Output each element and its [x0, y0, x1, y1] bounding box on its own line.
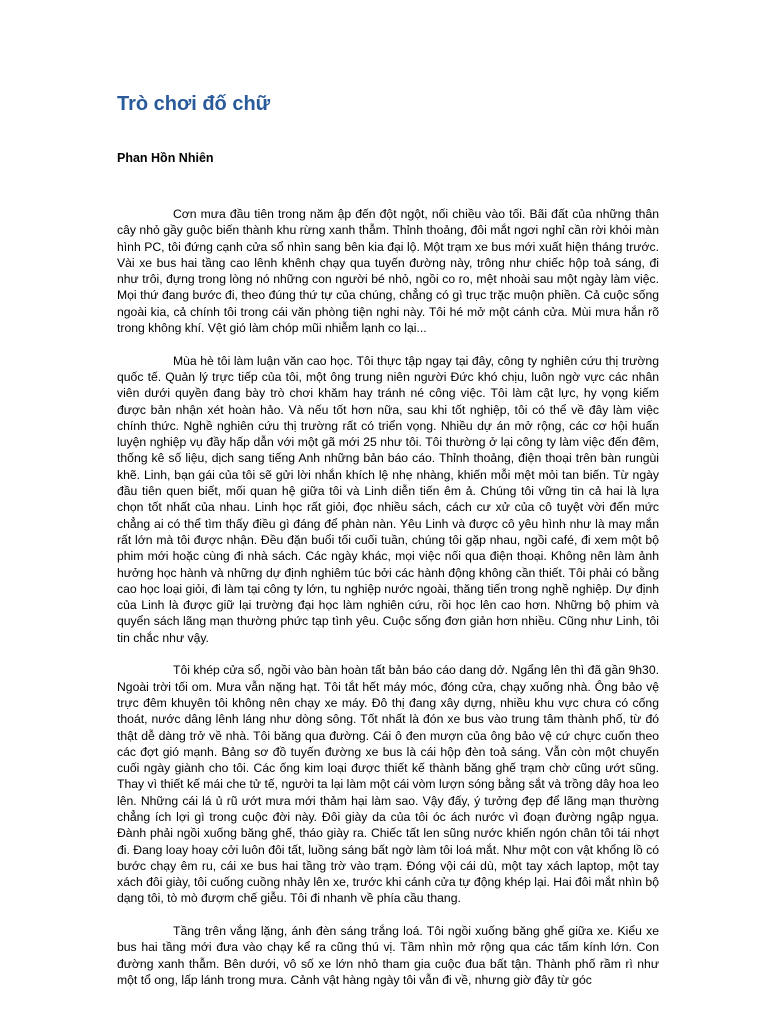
paragraph: Mùa hè tôi làm luận văn cao học. Tôi thực tập ngay tại đây, công ty nghiên cứu thị trường quốc tế. Quản lý trực tiếp của tôi, một ông trung niên người Đức khó chịu, luôn ngờ vực các nhân viên dưới quyền đang bày trò chơi khăm hay tránh né công việc. Tôi làm cật lực, hy vọng kiếm được bản nhận xét hoàn hảo. Và nếu tốt hơn nữa, sau khi tốt nghiệp, tôi có thể về đây làm việc chính thức. Nghề nghiên cứu thị trường rất có triển vọng. Nhiều dự án mở rộng, các cơ hội huấn luyện nghiệp vụ đầy hấp dẫn với một gã mới 25 như tôi. Tôi thường ở lại công ty làm việc đến đêm, thống kê số liệu, dịch sang tiếng Anh những bản báo cáo. Thỉnh thoảng, điện thoại trên bàn rungùi khẽ. Linh, bạn gái của tôi sẽ gửi lời nhắn khích lệ nhẹ nhàng, khiến mỗi mệt mỏi tan biến. Từ ngày đầu tiên quen biết, mối quan hệ giữa tôi và Linh diễn tiến êm ả. Chúng tôi vững tin cả hai là lựa chọn tốt nhất của nhau. Linh học rất giỏi, đọc nhiều sách, cách cư xử của cô tuyệt vời đến mức chẳng ai có thể tìm thấy điều gì đáng để phàn nàn. Yêu Linh và được cô yêu hình như là may mắn rất lớn mà tôi được nhận. Đều đặn buổi tối cuối tuần, chúng tôi gặp nhau, ngồi café, đi xem một bộ phim mới hoặc cùng đi nhà sách. Các ngày khác, mọi việc nối qua điện thoại. Không nên làm ảnh hưởng học hành và những dự định nghiêm túc bởi các hành động không cần thiết. Tôi phải có bằng cao học loại giỏi, đi làm tại công ty lớn, tu nghiệp nước ngoài, thăng tiến trong nghề nghiệp. Dự định của Linh là được giữ lại trường đại học làm nghiên cứu, rồi học lên cao hơn. Những bộ phim và quyển sách lãng mạn thường phức tạp tình yêu. Cuộc sống đơn giản hơn nhiều. Cũng như Linh, tôi tin chắc như vậy. — [117, 353, 659, 645]
paragraph: Tôi khép cửa sổ, ngồi vào bàn hoàn tất bản báo cáo dang dở. Ngẩng lên thì đã gần 9h30. Ngoài trời tối om. Mưa vẫn nặng hạt. Tôi tắt hết máy móc, đóng cửa, chạy xuống nhà. Ông bảo vệ trực đêm khuyên tôi không nên chạy xe máy. Đô thị đang xây dựng, nhiều khu vực chưa có cống thoát, nước dâng lênh láng như dòng sông. Tốt nhất là đón xe bus vào trung tâm thành phố, từ đó thật dễ dàng trở về nhà. Tôi băng qua đường. Cái ô đen mượn của ông bảo vệ cứ chực cuốn theo các đợt gió mạnh. Bảng sơ đồ tuyến đường xe bus là cái hộp đèn toả sáng. Vẫn còn một chuyến cuối ngày giành cho tôi. Các ống kim loại được thiết kế thành băng ghế trạm chờ cũng ướt sũng. Thay vì thiết kế mái che tử tế, người ta lại làm một cái vòm lượn sóng bằng sắt và trồng dây hoa leo lên. Những cái lá ủ rũ ướt mưa mới thảm hại làm sao. Vậy đấy, ý tưởng đẹp để lãng mạn thường chẳng ích lợi gì trong cuộc đời này. Đôi giày da của tôi óc ách nước vì đoạn đường ngập ngụa. Đành phải ngồi xuống băng ghế, tháo giày ra. Chiếc tất len sũng nước khiến ngón chân tôi tái nhợt đi. Đang loay hoay cởi luôn đôi tất, luồng sáng bất ngờ làm tôi loá mắt. Như một con vật khổng lồ có bước chạy êm ru, cái xe bus hai tầng trờ vào trạm. Đóng vội cái dù, một tay xách laptop, một tay xách đôi giày, tôi cuống cuồng nhảy lên xe, trước khi cánh cửa tự động khép lại. Hai đôi mắt nhìn bộ dạng tôi, tò mò đượm chế giễu. Tôi đi nhanh về phía cầu thang. — [117, 663, 659, 906]
story-body — [117, 206, 659, 988]
paragraph: Cơn mưa đầu tiên trong năm ập đến đột ngột, nối chiều vào tối. Bãi đất của những thân cây nhỏ gầy guộc biến thành khu rừng xanh thẫm. Thỉnh thoảng, đôi mắt ngơi nghỉ cần rời khỏi màn hình PC, tôi đứng cạnh cửa sổ nhìn sang bên kia đại lộ. Một trạm xe bus mới xuất hiện tháng trước. Vài xe bus hai tầng cao lênh khênh chạy qua tuyến đường này, trông như chiếc hộp toả sáng, đi như trôi, đựng trong lòng nó những con người bé nhỏ, ngồi co ro, mệt nhoài sau một ngày làm việc. Mọi thứ đang bước đi, theo đúng thứ tự của chúng, chẳng có gì trục trặc muộn phiền. Cả cuộc sống ngoài kia, cả chính tôi trong cái văn phòng tiện nghi này. Tôi hé mở một cánh cửa. Mùi mưa hắn rõ trong không khí. Vệt gió làm chóp mũi nhiễm lạnh co lại... — [117, 207, 659, 336]
story-title: Trò chơi đố chữ — [117, 93, 271, 115]
paragraph: Tầng trên vắng lặng, ánh đèn sáng trắng loá. Tôi ngồi xuống băng ghế giữa xe. Kiểu xe bus hai tầng mới đưa vào chạy kể ra cũng thú vị. Tầm nhìn mở rộng qua các tấm kính lớn. Con đường xanh thẫm. Bên dưới, vô số xe lớn nhỏ tham gia cuộc đua bất tận. Thành phố rầm rì như một tổ ong, lấp lánh trong mưa. Cảnh vật hàng ngày tôi vẫn đi về, nhưng giờ đây từ góc — [117, 924, 659, 987]
author-name: Phan Hồn Nhiên — [117, 151, 214, 165]
